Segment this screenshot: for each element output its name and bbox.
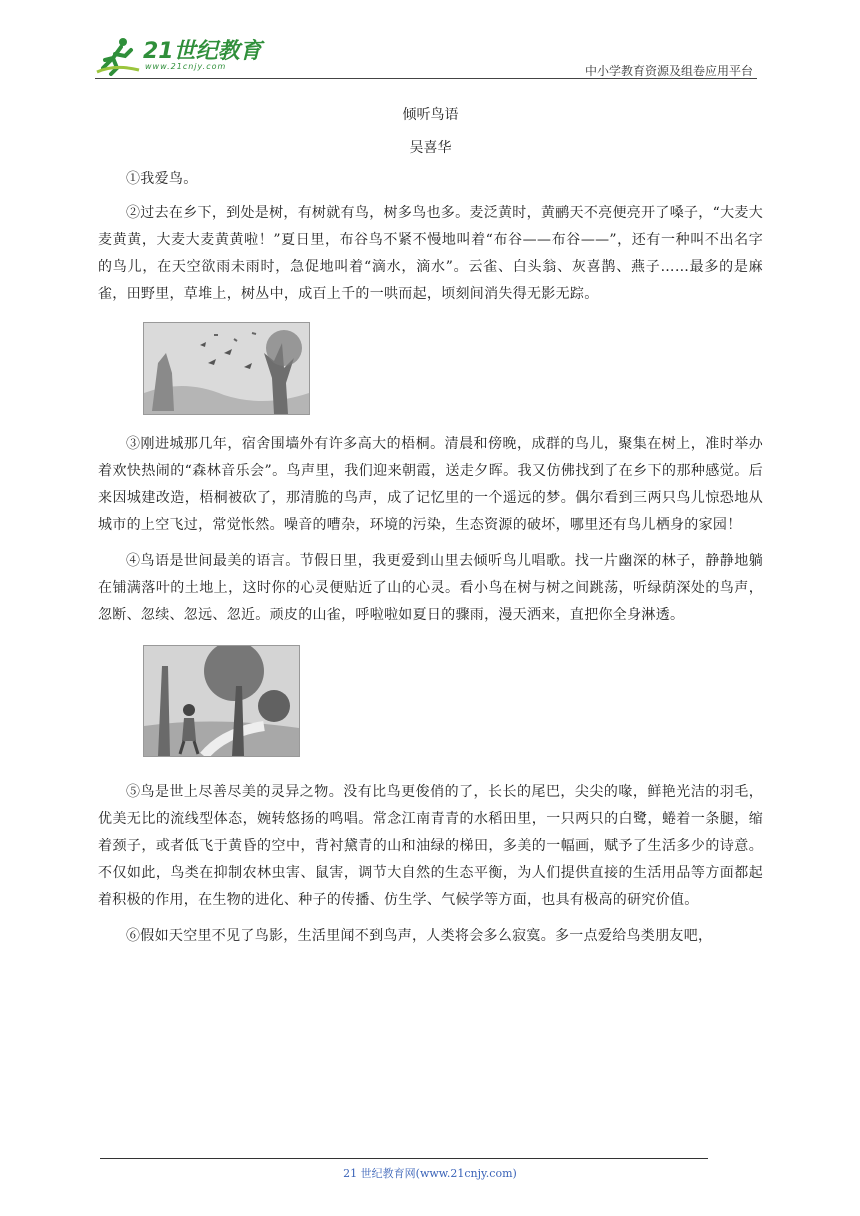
runner-logo-icon [95,36,141,76]
header-divider [95,78,757,79]
illustration-forest [143,645,300,757]
site-logo[interactable] [95,34,265,78]
illustration-birds [143,322,310,415]
article-body [98,100,763,950]
birds-autumn-tree-illustration-icon [144,323,309,414]
article-author: 吴喜华 [409,140,452,156]
paragraph-3: ③刚进城那几年，宿舍围墙外有许多高大的梧桐。清晨和傍晚，成群的鸟儿，聚集在树上，准时举办着欢快热闹的“森林音乐会”。鸟声里，我们迎来朝霞，送走夕晖。我又仿佛找到了在乡下的那种感觉。后来因城建改造，梧桐被砍了，那清脆的鸟声，成了记忆里的一个遥远的梦。偶尔看到三两只鸟儿惊恐地从城市的上空飞过，常觉怅然。噪音的嘈杂，环境的污染，生态资源的破坏，哪里还有鸟儿栖身的家园！ [98,436,763,533]
footer-link[interactable]: 21 世纪教育网(www.21cnjy.com) [343,1167,517,1180]
paragraph-1: ①我爱鸟。 [126,171,198,187]
paragraph-4: ④鸟语是世间最美的语言。节假日里，我更爱到山里去倾听鸟儿唱歌。找一片幽深的林子，静静地躺在铺满落叶的土地上，这时你的心灵便贴近了山的心灵。看小鸟在树与树之间跳荡，听绿荫深处的鸟声，忽断、忽续、忽远、忽近。顽皮的山雀，呼啦啦如夏日的骤雨，漫天洒来，直把你全身淋透。 [98,553,763,623]
paragraph-5: ⑤鸟是世上尽善尽美的灵异之物。没有比鸟更俊俏的了，长长的尾巴，尖尖的喙，鲜艳光洁的羽毛，优美无比的流线型体态，婉转悠扬的鸣唱。常念江南青青的水稻田里，一只两只的白鹭，蜷着一条腿，缩着颈子，或者低飞于黄昏的空中，背衬黛青的山和油绿的梯田，多美的一幅画，赋予了生活多少的诗意。不仅如此，鸟类在抑制农林虫害、鼠害，调节大自然的生态平衡，为人们提供直接的生活用品等方面都起着积极的作用，在生物的进化、种子的传播、仿生学、气候学等方面，也具有极高的研究价值。 [98,784,763,908]
logo-url: www.21cnjy.com [145,62,227,71]
page-header [95,34,757,78]
header-tagline: 中小学教育资源及组卷应用平台 [584,64,753,78]
logo-text: 21世纪教育 [143,39,262,64]
paragraph-2: ②过去在乡下，到处是树，有树就有鸟，树多鸟也多。麦泛黄时，黄鹂天不亮便亮开了嗓子，“大麦大麦黄黄，大麦大麦黄黄啦！”夏日里，布谷鸟不紧不慢地叫着“布谷——布谷——”，还有一种叫不出名字的鸟儿，在天空欲雨未雨时，急促地叫着“滴水，滴水”。云雀、白头翁、灰喜鹊、燕子……最多的是麻雀，田野里，草堆上，树丛中，成百上千的一哄而起，顷刻间消失得无影无踪。 [98,205,763,302]
article-title: 倾听鸟语 [402,107,459,123]
paragraph-6: ⑥假如天空里不见了鸟影，生活里闻不到鸟声，人类将会多么寂寞。多一点爱给鸟类朋友吧， [126,928,713,944]
person-in-forest-illustration-icon [144,646,299,756]
footer-divider [100,1158,708,1159]
